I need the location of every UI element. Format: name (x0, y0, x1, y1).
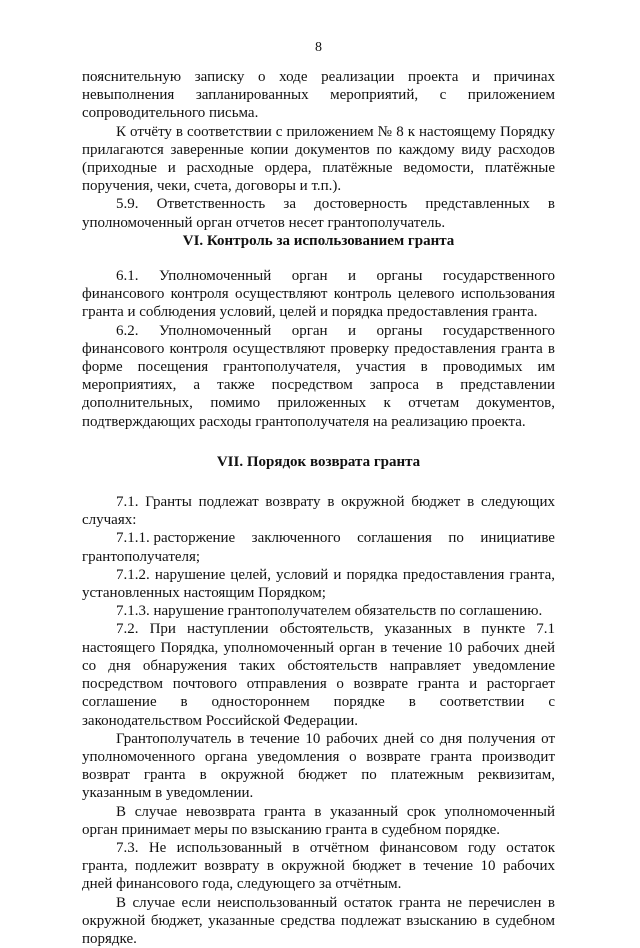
paragraph-6-1: 6.1. Уполномоченный орган и органы государственного финансового контроля осуществляют контроль целевого использования гранта и соблюдения условий, целей и порядка предоставления гранта. (82, 268, 555, 321)
paragraph-7-1: 7.1. Гранты подлежат возврату в окружной бюджет в следующих случаях: (82, 494, 555, 529)
paragraph-7-3: 7.3. Не использованный в отчётном финансовом году остаток гранта, подлежит возврату в окружной бюджет в течение 10 рабочих дней финансового года, следующего за отчётным. (82, 839, 555, 893)
section-heading-vi: VI. Контроль за использованием гранта (182, 232, 455, 249)
page-number: 8 (315, 40, 322, 55)
paragraph-7-2: 7.2. При наступлении обстоятельств, указанных в пункте 7.1 настоящего Порядка, уполномоченный орган в течение 10 рабочих дней со дня обнаружения таких обстоятельств направляет уведомление посредством почтового отправления о возврате гранта и расторгает соглашение в одностороннем порядке в соответствии с законодательством Российской Федерации. (82, 621, 555, 729)
paragraph: В случае невозврата гранта в указанный срок уполномоченный орган принимает меры по взысканию гранта в судебном порядке. (82, 803, 555, 838)
paragraph: Грантополучатель в течение 10 рабочих дней со дня получения от уполномоченного органа уведомления о возврате гранта производит возврат гранта в окружной бюджет по платежным реквизитам, указанным в уведомлении. (82, 730, 555, 802)
paragraph: В случае если неиспользованный остаток гранта не перечислен в окружной бюджет, указанные средства подлежат взысканию в судебном порядке. (82, 894, 555, 947)
word: заключенного (251, 530, 341, 547)
section-heading-vii: VII. Порядок возврата гранта (216, 453, 421, 470)
paragraph: пояснительную записку о ходе реализации проекта и причинах невыполнения запланированных мероприятий, с приложением сопроводительного письма. (82, 69, 555, 122)
word: по (448, 530, 464, 547)
paragraph-7-1-1-tail: грантополучателя; (82, 548, 201, 565)
word: 7.1.1. расторжение (116, 530, 236, 547)
paragraph-7-1-1-line (82, 529, 555, 547)
word: инициативе (480, 530, 555, 547)
paragraph-6-2: 6.2. Уполномоченный орган и органы государственного финансового контроля осуществляют проверку предоставления гранта в форме посещения грантополучателя, участия в проводимых им мероприятиях, а также посредством запроса в представлении дополнительных, помимо приложенных к отчетам документов, подтверждающих расходы грантополучателя на реализацию проекта. (82, 322, 555, 430)
word: соглашения (357, 530, 432, 547)
paragraph: К отчёту в соответствии с приложением № 8 к настоящему Порядку прилагаются заверенные копии документов по каждому виду расходов (приходные и расходные ордера, платёжные ведомости, платёжные поручения, чеки, счета, договоры и т.п.). (82, 123, 555, 195)
paragraph-7-1-2: 7.1.2. нарушение целей, условий и порядка предоставления гранта, установленных настоящим Порядком; (82, 566, 555, 602)
paragraph-5-9: 5.9. Ответственность за достоверность представленных в уполномоченный орган отчетов несет грантополучатель. (82, 196, 555, 231)
paragraph-7-1-3: 7.1.3. нарушение грантополучателем обязательств по соглашению. (116, 603, 543, 620)
